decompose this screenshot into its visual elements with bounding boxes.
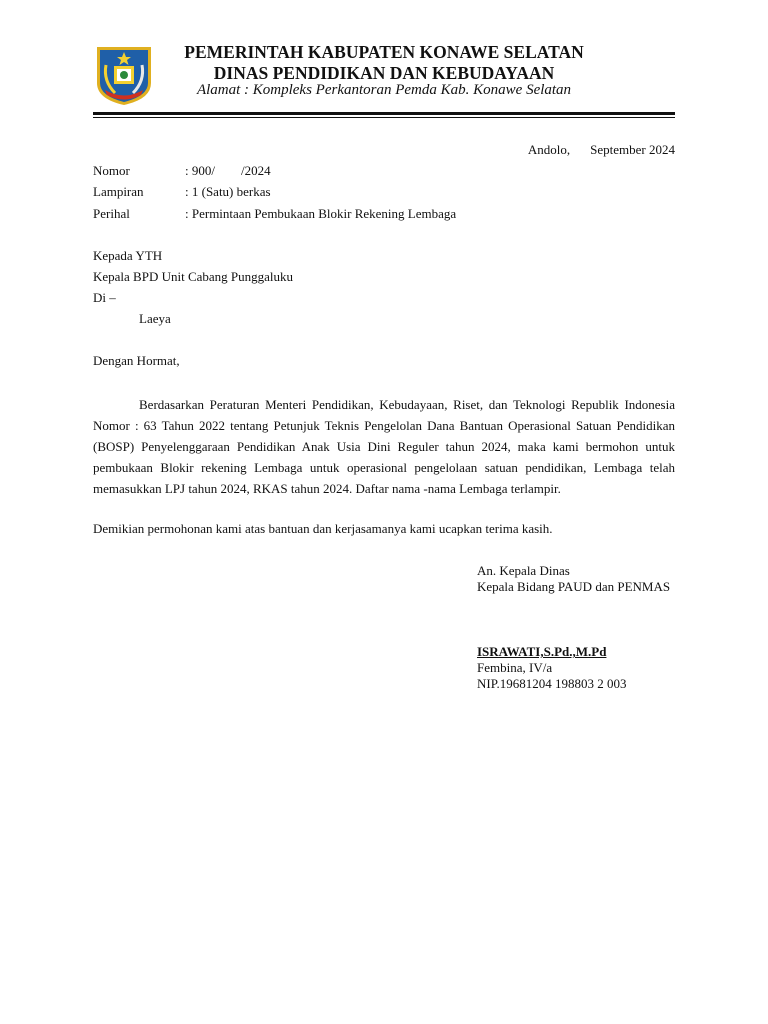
- signatory-rank: Fembina, IV/a: [477, 660, 553, 675]
- date-place: Andolo,: [527, 142, 571, 157]
- signatory-nip: NIP.19681204 198803 2 003: [477, 676, 627, 691]
- meta-value-lampiran: : 1 (Satu) berkas: [185, 184, 271, 199]
- recipient-line-1: Kepada YTH: [93, 248, 163, 263]
- body-paragraph: Berdasarkan Peraturan Menteri Pendidikan, Kebudayaan, Riset, dan Teknologi Republik Indonesia Nomor : 63 Tahun 2022 tentang Petunjuk Teknis Pengelolan Dana Bantuan Operasional Satuan Pendidikan (BOSP) Penyelenggaraan Pendidikan Anak Usia Dini Reguler tahun 2024, maka kami bermohon untuk pembukaan Blokir rekening Lembaga untuk operasional pengelolaan satuan pendidikan, Lembaga telah memasukkan LPJ tahun 2024, RKAS tahun 2024. Daftar nama -nama Lembaga terlampir.: [93, 397, 675, 496]
- meta-value-nomor: : 900/ /2024: [185, 163, 271, 178]
- signature-title-2: Kepala Bidang PAUD dan PENMAS: [477, 579, 671, 594]
- meta-value-perihal: : Permintaan Pembukaan Blokir Rekening Lembaga: [185, 206, 457, 221]
- salutation: Dengan Hormat,: [93, 353, 180, 368]
- header-divider-thick: [93, 112, 675, 115]
- signature-title-1: An. Kepala Dinas: [477, 563, 570, 578]
- header-agency-name: DINAS PENDIDIKAN DAN KEBUDAYAAN: [213, 63, 555, 83]
- date-month-year: September 2024: [590, 142, 675, 157]
- meta-label-lampiran: Lampiran: [93, 184, 144, 199]
- recipient-line-3: Di –: [93, 290, 116, 305]
- recipient-line-4: Laeya: [139, 311, 171, 326]
- recipient-line-2: Kepala BPD Unit Cabang Punggaluku: [93, 269, 294, 284]
- meta-label-nomor: Nomor: [93, 163, 130, 178]
- signatory-name: ISRAWATI,S.Pd.,M.Pd: [477, 644, 607, 659]
- header-address: Alamat : Kompleks Perkantoran Pemda Kab. Konawe Selatan: [196, 82, 572, 98]
- letter-date: [528, 142, 675, 158]
- closing-sentence: Demikian permohonan kami atas bantuan dan kerjasamanya kami ucapkan terima kasih.: [93, 521, 553, 536]
- meta-label-perihal: Perihal: [93, 206, 130, 221]
- regency-emblem-logo: [93, 43, 155, 107]
- header-government-name: PEMERINTAH KABUPATEN KONAWE SELATAN: [184, 42, 584, 62]
- header-divider-thin: [93, 117, 675, 118]
